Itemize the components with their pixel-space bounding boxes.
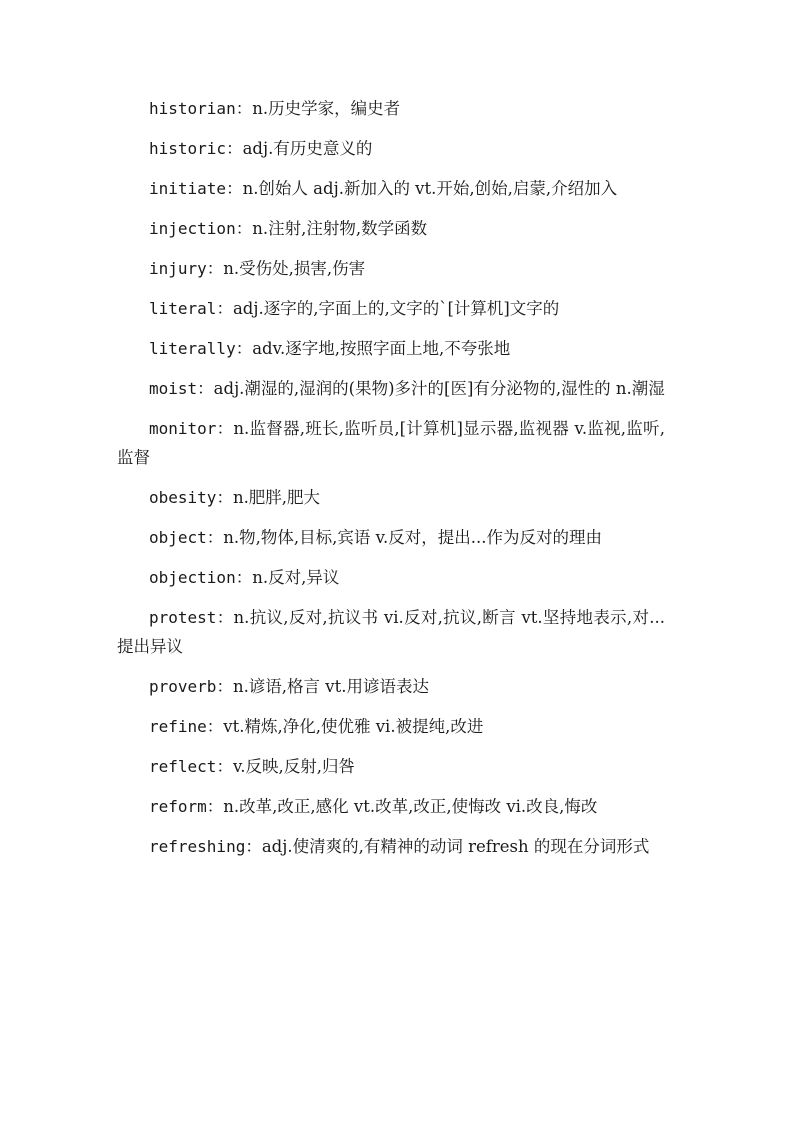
vocab-definition: adv.逐字地,按照字面上地,不夸张地 — [252, 339, 511, 358]
vocab-term: refreshing — [149, 837, 246, 856]
vocab-entry — [117, 254, 665, 283]
vocabulary-list — [117, 94, 665, 872]
vocab-term: monitor — [149, 419, 217, 438]
vocab-definition: adj.有历史意义的 — [242, 139, 373, 158]
vocab-term: historian — [149, 99, 236, 118]
vocab-term: reform — [149, 797, 207, 816]
vocab-definition: n.监督器,班长,监听员,[计算机]显示器,监视器 v.监视,监听,监督 — [117, 419, 665, 467]
vocab-entry — [117, 523, 665, 552]
vocab-entry — [117, 174, 665, 203]
vocab-separator: ： — [206, 528, 224, 547]
vocab-separator: ： — [206, 259, 224, 278]
vocab-definition: n.谚语,格言 vt.用谚语表达 — [232, 677, 429, 696]
vocab-entry — [117, 792, 665, 821]
vocab-separator: ： — [226, 179, 243, 198]
vocab-separator: ： — [216, 608, 234, 627]
vocab-separator: ： — [216, 419, 234, 438]
vocab-definition: n.肥胖,肥大 — [232, 488, 321, 507]
vocab-term: literally — [149, 339, 236, 358]
vocab-separator: ： — [245, 837, 262, 856]
vocab-term: proverb — [149, 677, 217, 696]
vocab-term: protest — [149, 608, 217, 627]
vocab-term: initiate — [149, 179, 227, 198]
vocab-separator: ： — [235, 219, 253, 238]
vocab-entry — [117, 374, 665, 403]
vocab-separator: ： — [226, 139, 243, 158]
vocab-definition: v.反映,反射,归咎 — [232, 757, 356, 776]
vocab-definition: n.改革,改正,感化 vt.改革,改正,使悔改 vi.改良,悔改 — [223, 797, 598, 816]
vocab-separator: ： — [216, 299, 233, 318]
vocab-definition: n.反对,异议 — [252, 568, 340, 587]
vocab-term: reflect — [149, 757, 217, 776]
vocab-definition: adj.潮湿的,湿润的(果物)多汁的[医]有分泌物的,湿性的 n.潮湿 — [213, 379, 665, 398]
vocab-entry — [117, 832, 665, 861]
vocab-entry — [117, 414, 665, 472]
vocab-entry — [117, 483, 665, 512]
vocab-separator: ： — [197, 379, 214, 398]
vocab-term: literal — [149, 299, 217, 318]
vocab-definition: n.物,物体,目标,宾语 v.反对，提出...作为反对的理由 — [223, 528, 602, 547]
vocab-term: obesity — [149, 488, 217, 507]
vocab-separator: ： — [235, 339, 253, 358]
vocab-entry — [117, 214, 665, 243]
vocab-separator: ： — [216, 757, 233, 776]
vocab-entry — [117, 563, 665, 592]
vocab-separator: ： — [216, 677, 233, 696]
vocab-entry — [117, 752, 665, 781]
vocab-separator: ： — [235, 568, 253, 587]
vocab-separator: ： — [206, 717, 224, 736]
vocab-separator: ： — [206, 797, 224, 816]
vocab-definition: n.注射,注射物,数学函数 — [252, 219, 428, 238]
vocab-term: historic — [149, 139, 227, 158]
vocab-definition: vt.精炼,净化,使优雅 vi.被提纯,改进 — [223, 717, 484, 736]
vocab-term: object — [149, 528, 207, 547]
vocab-definition: n.历史学家，编史者 — [252, 99, 401, 118]
vocab-separator: ： — [216, 488, 233, 507]
vocab-entry — [117, 603, 665, 661]
vocab-term: refine — [149, 717, 207, 736]
vocab-definition: adj.逐字的,字面上的,文字的`[计算机]文字的 — [232, 299, 560, 318]
vocab-term: objection — [149, 568, 236, 587]
vocab-entry — [117, 294, 665, 323]
vocab-separator: ： — [235, 99, 253, 118]
vocab-entry — [117, 334, 665, 363]
vocab-entry — [117, 672, 665, 701]
vocab-definition: n.抗议,反对,抗议书 vi.反对,抗议,断言 vt.坚持地表示,对...提出异议 — [117, 608, 665, 656]
vocab-definition: n.受伤处,损害,伤害 — [223, 259, 366, 278]
vocab-entry — [117, 94, 665, 123]
vocab-term: injury — [149, 259, 207, 278]
vocab-entry — [117, 134, 665, 163]
vocab-definition: adj.使清爽的,有精神的动词 refresh 的现在分词形式 — [261, 837, 650, 856]
vocab-term: injection — [149, 219, 236, 238]
vocab-definition: n.创始人 adj.新加入的 vt.开始,创始,启蒙,介绍加入 — [242, 179, 618, 198]
vocab-entry — [117, 712, 665, 741]
vocab-term: moist — [149, 379, 198, 398]
